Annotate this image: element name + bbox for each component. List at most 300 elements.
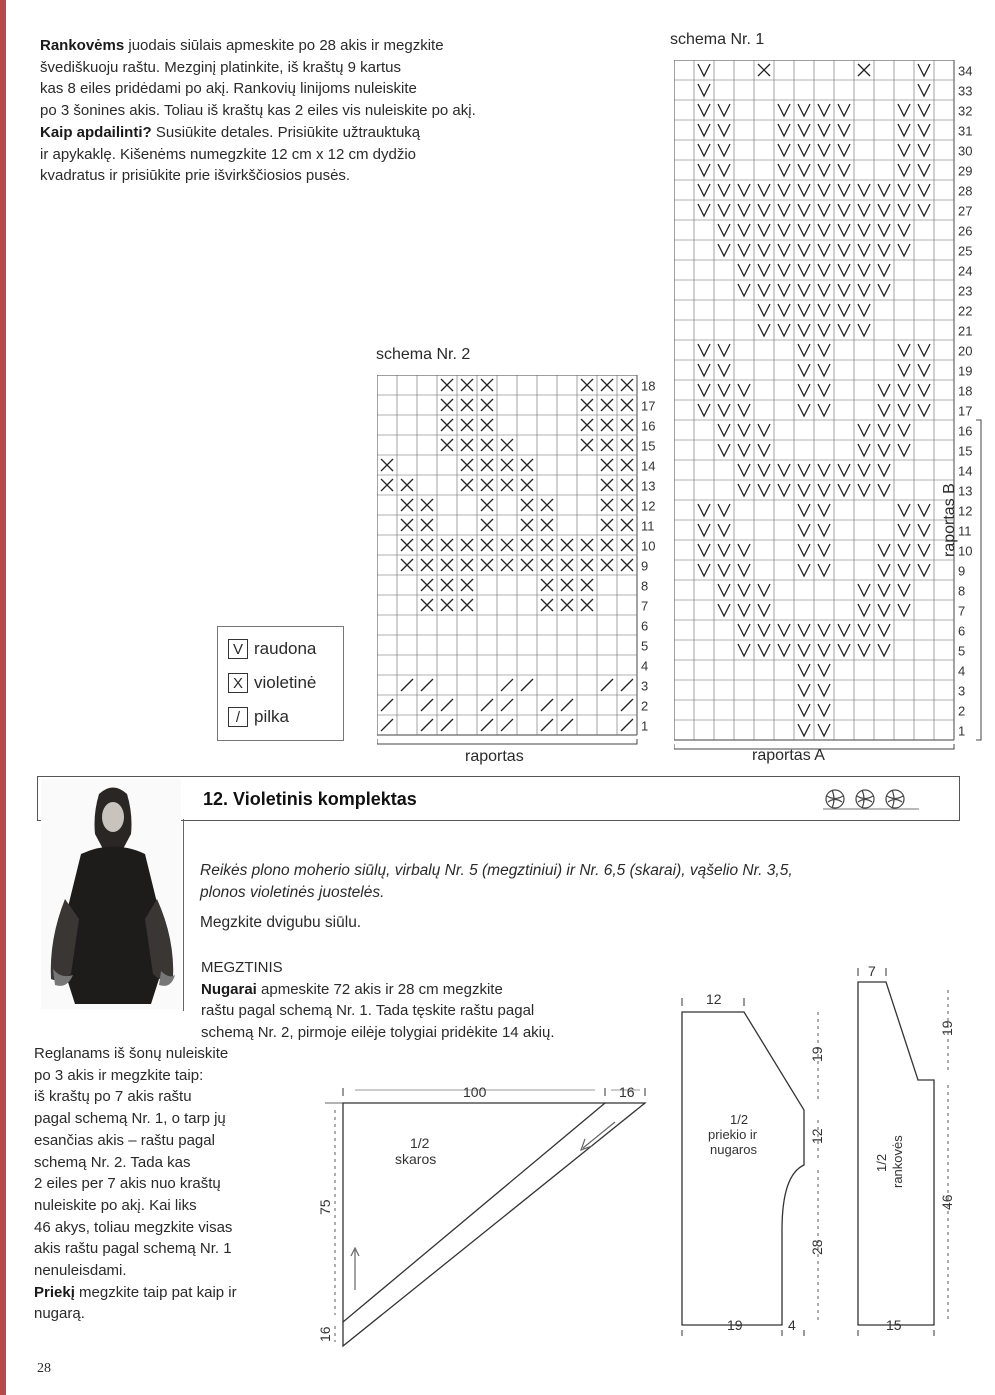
chart-stitch-v [738, 284, 750, 296]
chart-stitch-x [601, 379, 613, 391]
sleeve-width-label: 15 [886, 1317, 902, 1333]
chart-stitch-v [878, 604, 890, 616]
chart-stitch-x [481, 459, 493, 471]
chart-stitch-v [698, 364, 710, 376]
chart-stitch-v [818, 124, 830, 136]
chart-stitch-v [718, 144, 730, 156]
chart-stitch-v [798, 684, 810, 696]
row-number: 6 [641, 618, 649, 634]
chart-stitch-x [521, 559, 533, 571]
chart-stitch-v [858, 604, 870, 616]
chart-stitch-v [758, 284, 770, 296]
chart-stitch-x [858, 64, 870, 76]
chart-stitch-v [898, 544, 910, 556]
chart-stitch-x [601, 399, 613, 411]
chart-stitch-v [798, 404, 810, 416]
chart-stitch-v [818, 324, 830, 336]
body-raglan-label: 19 [809, 1046, 825, 1062]
chart-stitch-v [798, 344, 810, 356]
row-number: 13 [958, 483, 973, 499]
chart-stitch-v [718, 504, 730, 516]
chart-stitch-v [858, 444, 870, 456]
chart-stitch-x [421, 519, 433, 531]
chart-stitch-v [838, 104, 850, 116]
chart-stitch-v [698, 204, 710, 216]
chart-stitch-v [698, 384, 710, 396]
chart-stitch-v [738, 464, 750, 476]
chart-stitch-slash [521, 679, 533, 691]
chart-stitch-v [718, 384, 730, 396]
chart-stitch-slash [561, 719, 573, 731]
chart-stitch-x [581, 559, 593, 571]
chart-stitch-x [441, 559, 453, 571]
chart-stitch-v [718, 164, 730, 176]
chart-stitch-v [738, 244, 750, 256]
legend-label: raudona [254, 639, 317, 658]
chart-stitch-v [718, 604, 730, 616]
chart-stitch-v [838, 304, 850, 316]
chart-stitch-v [798, 504, 810, 516]
chart-stitch-v [818, 544, 830, 556]
chart-stitch-v [898, 144, 910, 156]
chart-stitch-v [758, 424, 770, 436]
chart-stitch-v [898, 584, 910, 596]
chart-stitch-v [878, 584, 890, 596]
chart-stitch-v [818, 364, 830, 376]
row-number: 12 [641, 498, 656, 514]
sweater-back-paragraph: MEGZTINIS Nugarai apmeskite 72 akis ir 28 cm megzkite raštu pagal schemą Nr. 1. Tada tęskite raštu pagal schemą Nr. 2, pirmoje eilėje tolygiai pridėkite 14 akių. [201, 959, 555, 1042]
chart-stitch-v [918, 64, 930, 76]
chart-stitch-v [778, 244, 790, 256]
chart-stitch-x [621, 399, 633, 411]
chart-stitch-x [581, 599, 593, 611]
chart-stitch-v [698, 344, 710, 356]
chart-stitch-v [798, 104, 810, 116]
schema2-chart [377, 375, 667, 747]
chart-stitch-v [818, 164, 830, 176]
chart-stitch-v [858, 644, 870, 656]
legend [217, 626, 344, 741]
chart-stitch-v [918, 384, 930, 396]
chart-stitch-x [601, 539, 613, 551]
chart-stitch-x [461, 439, 473, 451]
body-width-label: 19 [727, 1317, 743, 1333]
chart-stitch-v [758, 604, 770, 616]
chart-stitch-v [898, 164, 910, 176]
chart-stitch-v [858, 204, 870, 216]
chart-stitch-x [441, 379, 453, 391]
row-number: 10 [958, 543, 973, 559]
chart-stitch-x [381, 479, 393, 491]
chart-stitch-x [461, 419, 473, 431]
chart-stitch-v [818, 564, 830, 576]
x-symbol-icon: X [228, 673, 248, 693]
chart-stitch-v [838, 624, 850, 636]
chart-stitch-v [698, 64, 710, 76]
chart-stitch-v [698, 404, 710, 416]
chart-stitch-v [778, 164, 790, 176]
chart-stitch-x [501, 459, 513, 471]
section-title: 12. Violetinis komplektas [203, 789, 417, 809]
chart-stitch-slash [621, 699, 633, 711]
chart-stitch-v [818, 664, 830, 676]
chart-stitch-v [698, 184, 710, 196]
chart-stitch-v [738, 564, 750, 576]
chart-stitch-x [601, 419, 613, 431]
chart-stitch-v [818, 404, 830, 416]
chart-stitch-v [878, 424, 890, 436]
chart-stitch-v [718, 584, 730, 596]
chart-stitch-v [918, 504, 930, 516]
chart-stitch-v [758, 484, 770, 496]
chart-stitch-x [521, 479, 533, 491]
chart-stitch-v [838, 484, 850, 496]
chart-stitch-v [718, 184, 730, 196]
chart-stitch-v [778, 644, 790, 656]
row-number: 1 [641, 718, 649, 734]
photo-divider [183, 819, 184, 1011]
chart-stitch-v [738, 404, 750, 416]
chart-stitch-x [621, 439, 633, 451]
chart-stitch-v [898, 344, 910, 356]
row-number: 9 [641, 558, 649, 574]
chart-stitch-x [601, 459, 613, 471]
row-number: 21 [958, 323, 973, 339]
chart-stitch-x [521, 499, 533, 511]
row-number: 12 [958, 503, 973, 519]
chart-stitch-v [918, 544, 930, 556]
sleeve-length-label: 46 [939, 1194, 955, 1210]
row-number: 28 [958, 183, 973, 199]
chart-stitch-v [818, 624, 830, 636]
chart-stitch-v [698, 84, 710, 96]
chart-stitch-x [621, 479, 633, 491]
chart-stitch-x [441, 419, 453, 431]
row-number: 34 [958, 63, 973, 79]
model-photo [41, 779, 181, 1009]
chart-stitch-v [818, 244, 830, 256]
sleeve-diagram [848, 960, 968, 1345]
chart-stitch-v [878, 204, 890, 216]
row-number: 11 [958, 523, 972, 539]
chart-stitch-v [738, 384, 750, 396]
chart-stitch-v [898, 604, 910, 616]
chart-stitch-v [898, 184, 910, 196]
chart-stitch-v [878, 484, 890, 496]
chart-stitch-x [521, 459, 533, 471]
legend-item-grey [228, 707, 289, 727]
chart-stitch-v [718, 444, 730, 456]
chart-stitch-x [541, 599, 553, 611]
chart-stitch-x [461, 599, 473, 611]
chart-stitch-v [818, 704, 830, 716]
chart-stitch-v [878, 184, 890, 196]
row-number: 24 [958, 263, 973, 279]
chart-stitch-v [818, 284, 830, 296]
chart-stitch-x [401, 559, 413, 571]
schema1-chart [674, 60, 984, 752]
row-number: 11 [641, 518, 655, 534]
chart-stitch-x [621, 459, 633, 471]
chart-stitch-x [601, 499, 613, 511]
chart-stitch-x [481, 439, 493, 451]
scarf-tip-label: 16 [619, 1084, 635, 1100]
chart-stitch-v [878, 384, 890, 396]
chart-stitch-v [798, 244, 810, 256]
chart-stitch-v [858, 184, 870, 196]
chart-stitch-v [758, 244, 770, 256]
row-number: 17 [641, 398, 656, 414]
chart-stitch-x [461, 379, 473, 391]
chart-stitch-x [601, 439, 613, 451]
chart-stitch-slash [561, 699, 573, 711]
row-number: 7 [641, 598, 649, 614]
chart-stitch-v [738, 424, 750, 436]
chart-stitch-x [561, 559, 573, 571]
chart-stitch-v [858, 244, 870, 256]
scarf-edge-label: 16 [317, 1326, 333, 1342]
chart-stitch-v [798, 124, 810, 136]
chart-stitch-v [898, 404, 910, 416]
chart-stitch-v [918, 204, 930, 216]
chart-stitch-v [718, 404, 730, 416]
chart-stitch-v [698, 524, 710, 536]
chart-stitch-x [401, 539, 413, 551]
chart-stitch-v [798, 564, 810, 576]
row-number: 5 [641, 638, 649, 654]
chart-stitch-x [621, 499, 633, 511]
row-number: 8 [641, 578, 649, 594]
chart-stitch-v [878, 444, 890, 456]
chart-stitch-v [818, 524, 830, 536]
scarf-height-label: 75 [317, 1199, 333, 1215]
chart-stitch-v [858, 264, 870, 276]
row-number: 26 [958, 223, 973, 239]
body-shoulder-label: 12 [706, 991, 722, 1007]
row-number: 18 [958, 383, 973, 399]
chart-stitch-v [738, 584, 750, 596]
chart-stitch-x [481, 379, 493, 391]
chart-stitch-v [878, 264, 890, 276]
chart-stitch-v [898, 384, 910, 396]
chart-stitch-v [818, 644, 830, 656]
chart-stitch-v [738, 224, 750, 236]
row-number: 6 [958, 623, 966, 639]
body-armhole-label: 12 [809, 1128, 825, 1144]
chart-stitch-x [601, 559, 613, 571]
chart-stitch-x [581, 399, 593, 411]
chart-stitch-slash [601, 679, 613, 691]
chart-stitch-v [818, 184, 830, 196]
chart-stitch-x [541, 499, 553, 511]
chart-stitch-v [798, 524, 810, 536]
chart-stitch-slash [501, 699, 513, 711]
yarn-balls-icon [823, 787, 919, 811]
chart-stitch-v [798, 624, 810, 636]
chart-stitch-x [401, 519, 413, 531]
chart-stitch-slash [621, 719, 633, 731]
row-number: 2 [958, 703, 966, 719]
chart-stitch-v [818, 684, 830, 696]
chart-stitch-x [381, 459, 393, 471]
chart-stitch-v [898, 564, 910, 576]
sleeve-cap-label: 19 [939, 1020, 955, 1036]
chart-stitch-v [718, 524, 730, 536]
chart-stitch-v [718, 244, 730, 256]
chart-stitch-v [778, 184, 790, 196]
chart-stitch-v [898, 364, 910, 376]
chart-stitch-v [878, 564, 890, 576]
chart-stitch-v [798, 384, 810, 396]
row-number: 9 [958, 563, 966, 579]
chart-stitch-v [878, 544, 890, 556]
chart-stitch-x [441, 439, 453, 451]
chart-stitch-v [698, 144, 710, 156]
chart-stitch-v [898, 104, 910, 116]
chart-stitch-v [798, 304, 810, 316]
chart-stitch-x [461, 559, 473, 571]
chart-stitch-v [778, 464, 790, 476]
chart-stitch-slash [501, 719, 513, 731]
chart-stitch-v [698, 164, 710, 176]
chart-stitch-v [838, 164, 850, 176]
chart-stitch-v [738, 604, 750, 616]
chart-stitch-x [461, 459, 473, 471]
row-number: 19 [958, 363, 973, 379]
page-number: 28 [37, 1361, 51, 1376]
chart-stitch-x [541, 559, 553, 571]
schema2-title: schema Nr. 2 [376, 346, 471, 363]
chart-stitch-v [898, 424, 910, 436]
chart-stitch-x [501, 539, 513, 551]
chart-stitch-x [758, 64, 770, 76]
sleeve-name-label: rankovės [890, 1135, 905, 1188]
chart-stitch-x [621, 379, 633, 391]
chart-stitch-v [898, 224, 910, 236]
chart-stitch-v [778, 104, 790, 116]
chart-stitch-v [758, 204, 770, 216]
chart-stitch-v [918, 404, 930, 416]
chart-stitch-v [818, 724, 830, 736]
chart-stitch-v [878, 224, 890, 236]
row-number: 7 [958, 603, 966, 619]
chart-stitch-x [421, 499, 433, 511]
chart-stitch-v [838, 464, 850, 476]
chart-stitch-v [798, 184, 810, 196]
chart-stitch-x [521, 519, 533, 531]
chart-stitch-x [481, 499, 493, 511]
chart-stitch-v [798, 204, 810, 216]
chart-stitch-x [601, 519, 613, 531]
chart-stitch-x [501, 439, 513, 451]
row-number: 14 [641, 458, 656, 474]
row-number: 8 [958, 583, 966, 599]
chart-stitch-v [898, 524, 910, 536]
row-number: 18 [641, 378, 656, 394]
body-half-label: 1/2 [730, 1112, 749, 1127]
chart-stitch-x [621, 539, 633, 551]
row-number: 32 [958, 103, 973, 119]
chart-stitch-v [818, 484, 830, 496]
body-name-label-2: nugaros [710, 1142, 757, 1157]
chart-stitch-x [561, 599, 573, 611]
chart-stitch-v [738, 544, 750, 556]
chart-stitch-v [798, 164, 810, 176]
chart-stitch-x [441, 399, 453, 411]
chart-stitch-v [798, 284, 810, 296]
chart-stitch-v [738, 204, 750, 216]
scarf-width-label: 100 [463, 1084, 487, 1100]
chart-stitch-x [581, 379, 593, 391]
chart-stitch-x [581, 439, 593, 451]
v-symbol-icon: V [228, 639, 248, 659]
chart-stitch-v [838, 204, 850, 216]
chart-stitch-v [758, 264, 770, 276]
chart-stitch-v [918, 124, 930, 136]
chart-stitch-v [838, 244, 850, 256]
chart-stitch-v [778, 264, 790, 276]
chart-stitch-v [798, 364, 810, 376]
chart-stitch-v [778, 324, 790, 336]
chart-stitch-v [758, 624, 770, 636]
chart-stitch-v [798, 224, 810, 236]
body-side-label: 4 [788, 1317, 796, 1333]
chart-stitch-v [778, 484, 790, 496]
row-number: 31 [958, 123, 973, 139]
chart-stitch-v [758, 324, 770, 336]
chart-stitch-v [798, 144, 810, 156]
chart-stitch-v [738, 624, 750, 636]
chart-stitch-v [838, 324, 850, 336]
chart-stitch-v [738, 184, 750, 196]
chart-stitch-x [461, 539, 473, 551]
chart-stitch-v [738, 644, 750, 656]
row-number: 14 [958, 463, 973, 479]
chart-stitch-slash [541, 699, 553, 711]
chart-stitch-v [758, 304, 770, 316]
chart-stitch-v [918, 144, 930, 156]
chart-stitch-v [858, 284, 870, 296]
row-number: 15 [958, 443, 973, 459]
row-number: 16 [958, 423, 973, 439]
chart-stitch-x [481, 419, 493, 431]
row-number: 33 [958, 83, 973, 99]
chart-stitch-x [421, 559, 433, 571]
chart-stitch-v [838, 644, 850, 656]
chart-stitch-v [838, 184, 850, 196]
chart-stitch-slash [481, 699, 493, 711]
chart-stitch-x [421, 579, 433, 591]
scarf-name-label: skaros [395, 1151, 437, 1167]
chart-stitch-v [858, 464, 870, 476]
chart-stitch-x [461, 479, 473, 491]
chart-stitch-v [738, 264, 750, 276]
chart-stitch-x [421, 599, 433, 611]
chart-stitch-v [878, 624, 890, 636]
chart-stitch-v [858, 224, 870, 236]
chart-stitch-slash [501, 679, 513, 691]
chart-stitch-v [878, 644, 890, 656]
chart-stitch-v [918, 364, 930, 376]
chart-stitch-x [601, 479, 613, 491]
chart-stitch-v [778, 624, 790, 636]
chart-stitch-v [718, 344, 730, 356]
finishing-paragraph: Kaip apdailinti? Susiūkite detales. Prisiūkite užtrauktuką ir apykaklę. Kišenėms numegzkite 12 cm x 12 cm dydžio kvadratus ir prisiūkite prie išvirkščiosios pusės. [40, 124, 421, 185]
chart-stitch-v [858, 584, 870, 596]
chart-stitch-x [581, 419, 593, 431]
chart-stitch-v [778, 224, 790, 236]
chart-stitch-v [718, 564, 730, 576]
